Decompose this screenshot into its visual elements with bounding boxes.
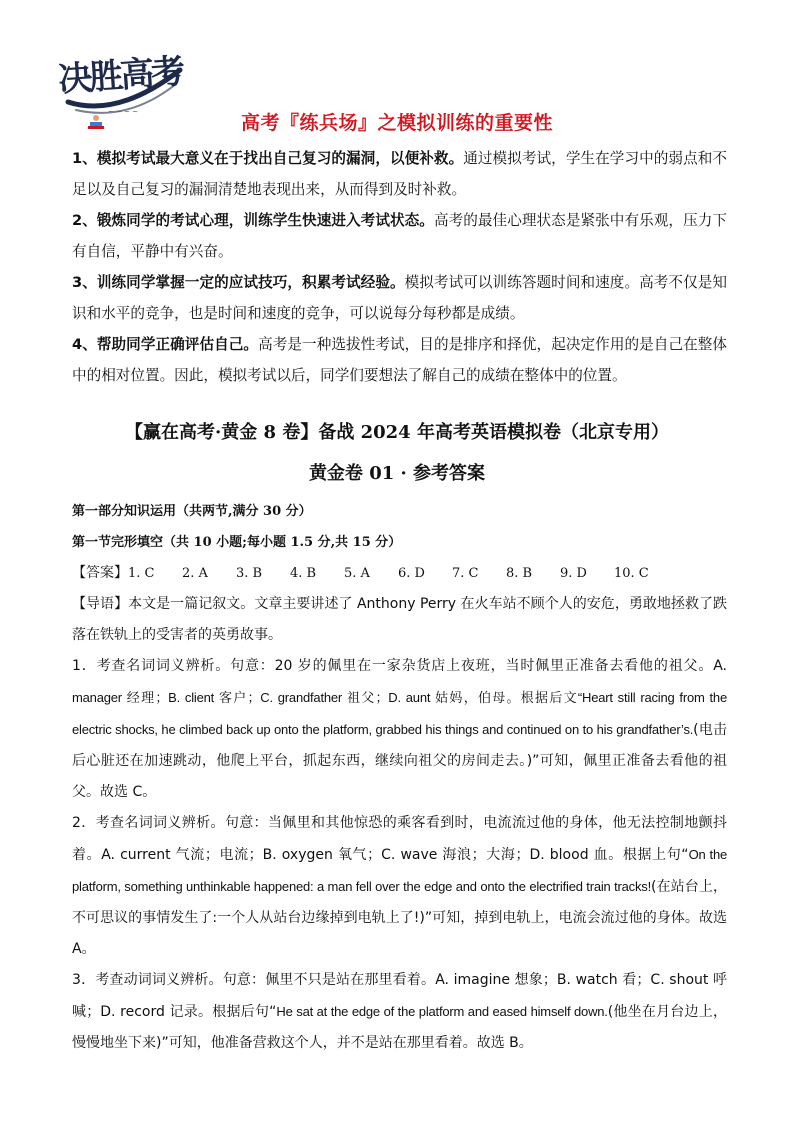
answer-item: 6. D [398,566,425,581]
answer-label: 【答案】 [72,565,128,581]
intro-item [72,143,727,205]
intro-text: 高考是一种选拔性考试，目的是排序和择优，起决定作用的是自己在整体中的相对位置。因此，模拟考试以后，同学们要想法了解自己的成绩在整体中的位置。 [72,336,728,384]
answer-item: 3. B [236,566,263,581]
intro-lead: 1、模拟考试最大意义在于找出自己复习的漏洞，以便补救。 [72,150,464,167]
explanation-paragraph [72,651,727,808]
explanation-text: On the platform, something unthinkable happened: a man fell over the edge and onto the electrified train tracks! [72,847,727,894]
logo-text: 决胜高考 [57,51,184,101]
intro-section [72,143,727,391]
answer-item: 2. A [182,566,208,581]
logo-caption: ~ ~ ~ ~ [108,108,139,116]
explanation-text: He sat at the edge of the platform and eased himself down. [276,1004,608,1019]
answer-item: 1. C [128,566,155,581]
explanation-text: 3．考查动词词义辨析。句意：佩里不只是站在那里看着。A. imagine 想象；B. watch 看；C. shout 呼喊；D. record 记录。根据后句“ [72,972,727,1020]
intro-text: 通过模拟考试，学生在学习中的弱点和不足以及自己复习的漏洞清楚地表现出来，从而得到及时补救。 [72,150,727,198]
section-heading: 第一节完形填空（共 10 小题;每小题 1.5 分,共 15 分） [72,535,402,550]
answer-item: 7. C [452,566,479,581]
intro-lead: 2、锻炼同学的考试心理，训练学生快速进入考试状态。 [72,212,434,229]
answer-item: 4. B [290,566,317,581]
part-heading: 第一部分知识运用（共两节,满分 30 分） [72,504,312,519]
answer-item: 10. C [614,566,649,581]
intro-item [72,329,727,391]
banner-title: 高考『练兵场』之模拟训练的重要性 [240,112,553,134]
document-subtitle: 黄金卷 01 · 参考答案 [308,463,486,484]
intro-text: 高考的最佳心理状态是紧张中有乐观，压力下有自信，平静中有兴奋。 [72,212,727,260]
answer-body [72,496,727,1059]
intro-item [72,267,727,329]
answer-item: 5. A [344,566,370,581]
intro-lead: 3、训练同学掌握一定的应试技巧，积累考试经验。 [72,274,405,291]
explanation-paragraph [72,808,727,965]
answer-item: 8. B [506,566,533,581]
intro-lead: 4、帮助同学正确评估自己。 [72,336,259,353]
explanation-text: 经理；B. client 客户；C. grandfather 祖父；D. aunt 姑妈，伯母。根据后文“Heart still racing from the electric shocks, he climbed back up onto the platform, grabbed his things and continued on to his grandfather’s. [72,690,727,737]
document-title: 【赢在高考·黄金 8 卷】备战 2024 年高考英语模拟卷（北京专用） [125,422,669,443]
explanation-text: (电击后心脏还在加速跳动，他爬上平台，抓起东西，继续向祖父的房间走去。)”可知，佩里正准备去看他的祖父。故选 C。 [72,722,727,800]
explanation-text: (他坐在月台边上，慢慢地坐下来)”可知，他准备营救这个人，并不是站在那里看着。故选 B。 [72,1004,727,1051]
explanation-text: 1．考查名词词义辨析。句意：20 岁的佩里在一家杂货店上夜班，当时佩里正准备去看他的祖父。A. [72,658,727,674]
explanation-text: manager [72,690,122,705]
intro-item [72,205,727,267]
explanation-paragraph [72,965,727,1059]
explanation-text: (在站台上，不可思议的事情发生了:一个人从站台边缘掉到电轨上了!)”可知，掉到电轨上，电流会流过他的身体。故选 A。 [72,879,728,957]
answer-key [72,558,727,589]
intro-text: 模拟考试可以训练答题时间和速度。高考不仅是知识和水平的竞争，也是时间和速度的竞争，可以说每分每秒都是成绩。 [72,274,727,322]
explanation-text: 2．考查名词词义辨析。句意：当佩里和其他惊恐的乘客看到时，电流流过他的身体，他无法控制地颤抖着。A. current 气流；电流；B. oxygen 氧气；C. wave 海浪；大海；D. blood 血。根据上句“ [72,815,727,863]
answer-item: 9. D [560,566,587,581]
guide-paragraph: 【导语】本文是一篇记叙文。文章主要讲述了 Anthony Perry 在火车站不顾个人的安危，勇敢地拯救了跌落在铁轨上的受害者的英勇故事。 [72,596,727,643]
